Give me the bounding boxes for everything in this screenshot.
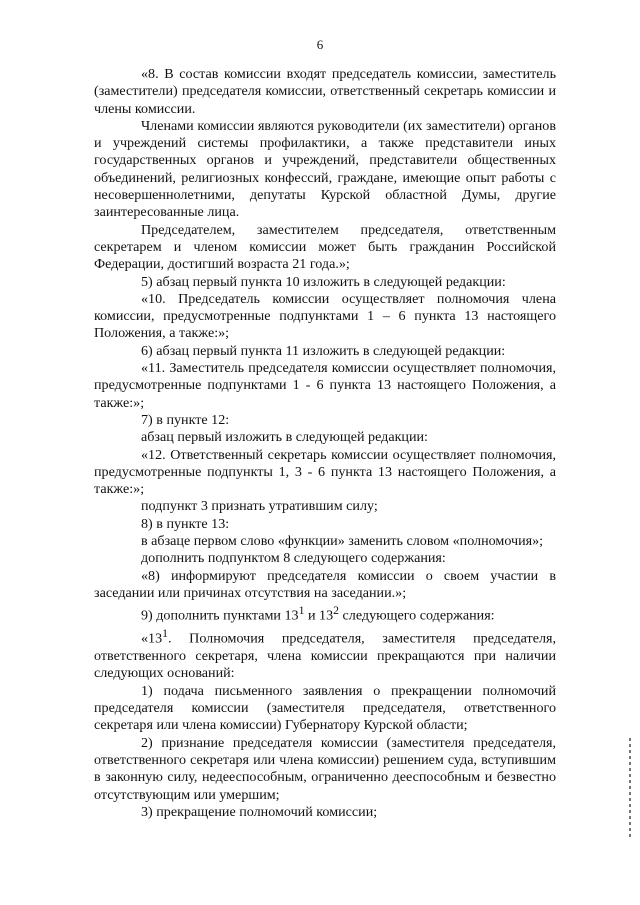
- paragraph-21: 2) признание председателя комиссии (заместителя председателя, ответственного секретаря или члена комиссии) решением суда, вступившим в законную силу, недееспособным, ограниченно дееспособным и безвестно отсутствующим или умершим;: [94, 734, 556, 803]
- paragraph-18-ending: следующего содержания:: [339, 607, 495, 624]
- document-body: [94, 66, 556, 821]
- paragraph-19-text: . Полномочия председателя, заместителя председателя, ответственного секретаря, члена комиссии прекращаются при наличии следующих оснований:: [94, 630, 556, 682]
- paragraph-11: подпункт 3 признать утратившим силу;: [141, 498, 378, 515]
- paragraph-18-text: 9) дополнить пунктами 13: [141, 607, 299, 624]
- paragraph-10: «12. Ответственный секретарь комиссии осуществляет полномочия, предусмотренные подпункты 1, 3 - 6 пункта 13 настоящего Положения, а также:»;: [94, 446, 556, 498]
- paragraph-8: 7) в пункте 12:: [141, 411, 230, 428]
- paragraph-19: [94, 625, 556, 683]
- paragraph-13: в абзаце первом слово «функции» заменить словом «полномочия»;: [141, 533, 544, 550]
- paragraph-18-joiner: и 13: [304, 607, 334, 624]
- paragraph-20: 1) подача письменного заявления о прекращении полномочий председателя комиссии (заместителя председателя, ответственного секретаря или члена комиссии) Губернатору Курской области;: [94, 682, 556, 734]
- paragraph-22: 3) прекращение полномочий комиссии;: [141, 803, 378, 820]
- page-number: 6: [316, 37, 324, 52]
- superscript-2: 2: [333, 604, 340, 618]
- paragraph-12: 8) в пункте 13:: [141, 515, 230, 532]
- paragraph-15: «8) информируют председателя комиссии о своем участии в заседании или причинах отсутствия на заседании.»;: [94, 567, 556, 601]
- paragraph-9: абзац первый изложить в следующей редакции:: [141, 429, 428, 446]
- paragraph-1: «8. В состав комиссии входят председатель комиссии, заместитель (заместители) председателя комиссии, ответственный секретарь комиссии и члены комиссии.: [94, 66, 556, 117]
- superscript-3: 1: [162, 627, 169, 641]
- paragraph-6: 6) абзац первый пункта 11 изложить в следующей редакции:: [141, 342, 506, 359]
- paragraph-19-open: «13: [141, 630, 163, 647]
- paragraph-7: «11. Заместитель председателя комиссии осуществляет полномочия, предусмотренные подпунктами 1 - 6 пункта 13 настоящего Положения, а также:»;: [94, 360, 556, 411]
- paragraph-18: [94, 602, 556, 625]
- paragraph-5: «10. Председатель комиссии осуществляет полномочия члена комиссии, предусмотренные подпунктами 1 – 6 пункта 13 настоящего Положения, а также:»;: [94, 290, 556, 342]
- paragraph-2: Членами комиссии являются руководители (их заместители) органов и учреждений системы профилактики, а также представители иных государственных органов и учреждений, представители общественных объединений, религиозных конфессий, граждане, имеющие опыт работы с несовершеннолетними, депутаты Курской областной Думы, другие заинтересованные лица.: [94, 117, 556, 221]
- paragraph-4: 5) абзац первый пункта 10 изложить в следующей редакции:: [141, 273, 506, 290]
- scan-margin-mark: [629, 738, 631, 840]
- paragraph-14: дополнить подпунктом 8 следующего содержания:: [141, 550, 446, 567]
- superscript-1: 1: [298, 604, 305, 618]
- paragraph-3: Председателем, заместителем председателя, ответственным секретарем и членом комиссии может быть гражданин Российской Федерации, достигший возраста 21 года.»;: [94, 221, 556, 273]
